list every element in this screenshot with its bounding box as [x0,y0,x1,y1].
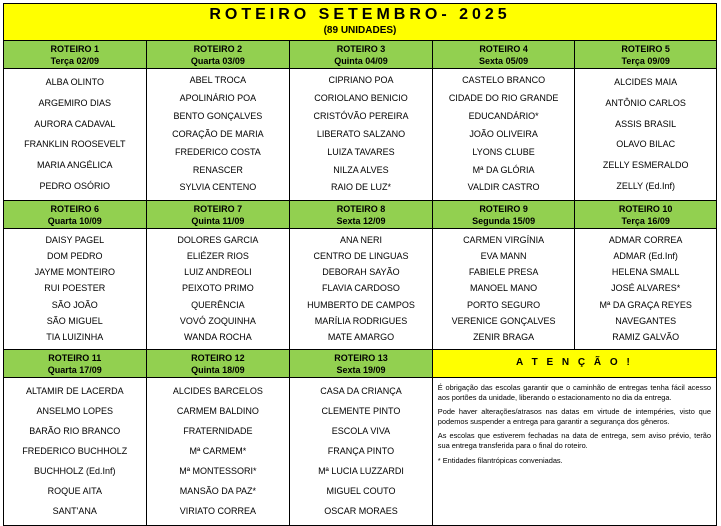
school-name: LUIZ ANDREOLI [184,267,252,278]
route-label: ROTEIRO 3 [336,44,386,54]
school-name: VALDIR CASTRO [467,182,540,193]
school-name: RAMIZ GALVÃO [612,332,680,343]
school-name: CIDADE DO RIO GRANDE [448,93,559,104]
route-label: ROTEIRO 11 [48,353,102,363]
school-name: RUI POESTER [44,283,106,294]
route-day: Sexta 05/09 [479,56,529,66]
school-name: EDUCANDÁRIO* [468,111,539,122]
route-day: Sexta 19/09 [336,365,386,375]
school-name: ZELLY ESMERALDO [602,160,689,171]
route-header-row [4,350,716,378]
route-header [147,350,291,377]
school-list [147,378,291,525]
route-body-row [4,229,716,350]
school-name: MANSÃO DA PAZ* [179,486,257,497]
attention-note: Pode haver alterações/atrasos nas datas em virtude de intempéries, visto que podemos suspender a entrega para garantir a segurança dos gêneros. [437,407,711,426]
school-name: ADMAR (Ed.Inf) [613,250,678,261]
school-name: NILZA ALVES [333,164,389,175]
school-list [575,229,716,349]
school-name: HELENA SMALL [611,267,680,278]
school-name: ELIÉZER RIOS [186,250,249,261]
school-name: CLEMENTE PINTO [321,405,401,416]
units-count: (89 UNIDADES) [323,25,397,36]
route-day: Sexta 12/09 [336,216,386,226]
school-name: LYONS CLUBE [472,146,535,157]
school-name: FREDERICO COSTA [174,146,261,157]
route-header [4,201,147,228]
route-header-row [4,201,716,229]
school-name: DOM PEDRO [47,250,103,261]
school-name: ZELLY (Ed.Inf) [616,181,676,192]
school-name: FLAVIA CARDOSO [322,283,400,294]
school-name: FRANÇA PINTO [327,445,395,456]
route-label: ROTEIRO 4 [479,44,528,54]
school-name: EVA MANN [480,250,527,261]
school-name: Mª CARMEM* [189,445,247,456]
route-label: ROTEIRO 8 [336,204,386,214]
school-name: RENASCER [192,164,243,175]
school-name: WANDA ROCHA [184,332,252,343]
school-name: QUERÊNCIA [191,299,245,310]
school-name: ABEL TROCA [189,75,247,86]
school-list [433,229,576,349]
title-banner [4,4,716,41]
route-label: ROTEIRO 5 [621,44,670,54]
school-name: ROQUE AITA [47,486,102,497]
school-name: PEIXOTO PRIMO [181,283,254,294]
school-name: MANOEL MANO [469,283,538,294]
school-name: Mª LUCIA LUZZARDI [318,466,404,477]
school-name: LUIZA TAVARES [327,146,395,157]
route-header [290,201,433,228]
school-name: MARIA ANGÉLICA [37,160,113,171]
school-name: SYLVIA CENTENO [179,182,257,193]
school-list [147,229,291,349]
school-name: LIBERATO SALZANO [316,128,406,139]
school-name: ANA NERI [339,234,382,245]
route-label: ROTEIRO 13 [334,353,388,363]
route-day: Quarta 17/09 [47,365,102,375]
school-name: DEBORAH SAYÃO [322,267,400,278]
school-name: SÃO MIGUEL [46,316,103,327]
school-name: PEDRO OSÓRIO [39,181,111,192]
school-name: ARGEMIRO DIAS [38,97,112,108]
attention-note: As escolas que estiverem fechadas na data de entrega, sem aviso prévio, terão sua entrega transferida para o final do roteiro. [437,431,711,450]
school-name: ANSELMO LOPES [36,405,114,416]
school-name: ESCOLA VIVA [331,425,391,436]
school-name: VERENICE GONÇALVES [451,316,556,327]
school-list [290,229,433,349]
school-name: ALTAMIR DE LACERDA [25,385,124,396]
school-name: DOLORES GARCIA [177,234,259,245]
school-name: JOÃO OLIVEIRA [469,128,538,139]
school-list [4,378,147,525]
route-header-row [4,41,716,69]
route-header [433,201,576,228]
school-name: FRATERNIDADE [183,425,253,436]
school-name: BUCHHOLZ (Ed.Inf) [34,466,116,477]
route-body-row [4,378,716,525]
school-name: CASA DA CRIANÇA [320,385,402,396]
route-label: ROTEIRO 1 [50,44,100,54]
school-name: RAIO DE LUZ* [330,182,391,193]
attention-header: A T E N Ç Ã O ! [433,350,716,377]
school-list [433,69,576,200]
route-day: Terça 16/09 [621,216,670,226]
route-body-row [4,69,716,201]
route-header [4,41,147,68]
school-name: ANTÔNIO CARLOS [605,97,686,108]
school-name: Mª DA GRAÇA REYES [599,299,692,310]
school-name: BENTO GONÇALVES [173,111,263,122]
route-header [290,350,433,377]
school-name: FREDERICO BUCHHOLZ [22,445,128,456]
school-name: VOVÓ ZOQUINHA [179,316,256,327]
school-name: CRISTÓVÃO PEREIRA [313,111,409,122]
route-day: Quarta 03/09 [190,56,245,66]
school-name: JOSÉ ALVARES* [611,283,681,294]
attention-notes [433,378,716,525]
school-name: MIGUEL COUTO [326,486,396,497]
school-name: BARÃO RIO BRANCO [29,425,121,436]
route-header [147,201,291,228]
school-name: CORAÇÃO DE MARIA [172,128,264,139]
school-name: Mª DA GLÓRIA [472,164,535,175]
school-name: SÃO JOÃO [51,299,98,310]
route-day: Quinta 11/09 [191,216,245,226]
route-day: Terça 02/09 [50,56,99,66]
route-day: Terça 09/09 [621,56,670,66]
route-label: ROTEIRO 10 [618,204,673,214]
route-label: ROTEIRO 12 [191,353,245,363]
school-name: FRANKLIN ROOSEVELT [24,139,126,150]
attention-note: É obrigação das escolas garantir que o caminhão de entregas tenha fácil acesso aos portões da unidade, liberando o estacionamento no dia da entrega. [437,383,711,402]
school-name: DAISY PAGEL [45,234,105,245]
route-label: ROTEIRO 7 [193,204,243,214]
route-header [433,41,576,68]
school-name: SANT'ANA [52,506,97,517]
attention-note: * Entidades filantrópicas conveniadas. [437,455,563,465]
school-list [575,69,716,200]
route-label: ROTEIRO 6 [50,204,100,214]
page-title: ROTEIRO SETEMBRO- 2025 [209,6,511,23]
school-list [147,69,291,200]
school-name: FABIELE PRESA [468,267,539,278]
school-name: ALBA OLINTO [45,76,104,87]
school-name: ASSIS BRASIL [615,118,677,129]
school-list [290,69,433,200]
school-list [4,229,147,349]
route-header [575,41,716,68]
route-header [290,41,433,68]
school-name: CORIOLANO BENICIO [314,93,408,104]
route-day: Quinta 04/09 [334,56,388,66]
school-name: TIA LUIZINHA [46,332,104,343]
school-name: CARMEN VIRGÍNIA [463,234,545,245]
school-name: Mª MONTESSORI* [179,466,257,477]
school-name: ADMAR CORREA [608,234,683,245]
school-list [4,69,147,200]
school-name: APOLINÁRIO POA [179,93,257,104]
school-name: CIPRIANO POA [328,75,394,86]
route-sheet [3,3,717,526]
school-name: OLAVO BILAC [616,139,676,150]
route-day: Quinta 18/09 [191,365,245,375]
route-header [575,201,716,228]
school-name: NAVEGANTES [615,316,677,327]
route-header [147,41,291,68]
school-name: AURORA CADAVAL [34,118,116,129]
school-name: MARÍLIA RODRIGUES [314,316,408,327]
school-name: ALCIDES MAIA [614,76,678,87]
route-label: ROTEIRO 9 [479,204,528,214]
school-name: JAYME MONTEIRO [34,267,115,278]
school-name: CARMEM BALDINO [176,405,259,416]
route-day: Segunda 15/09 [472,216,536,226]
school-name: ZENIR BRAGA [473,332,535,343]
school-name: MATE AMARGO [327,332,395,343]
school-name: HUMBERTO DE CAMPOS [307,299,415,310]
school-name: CENTRO DE LINGUAS [313,250,409,261]
school-name: VIRIATO CORREA [179,506,256,517]
route-grid [4,41,716,525]
route-header [4,350,147,377]
school-name: ALCIDES BARCELOS [172,385,263,396]
school-name: CASTELO BRANCO [462,75,546,86]
route-label: ROTEIRO 2 [193,44,243,54]
school-name: PORTO SEGURO [466,299,541,310]
school-list [290,378,433,525]
school-name: OSCAR MORAES [324,506,398,517]
route-day: Quarta 10/09 [47,216,102,226]
